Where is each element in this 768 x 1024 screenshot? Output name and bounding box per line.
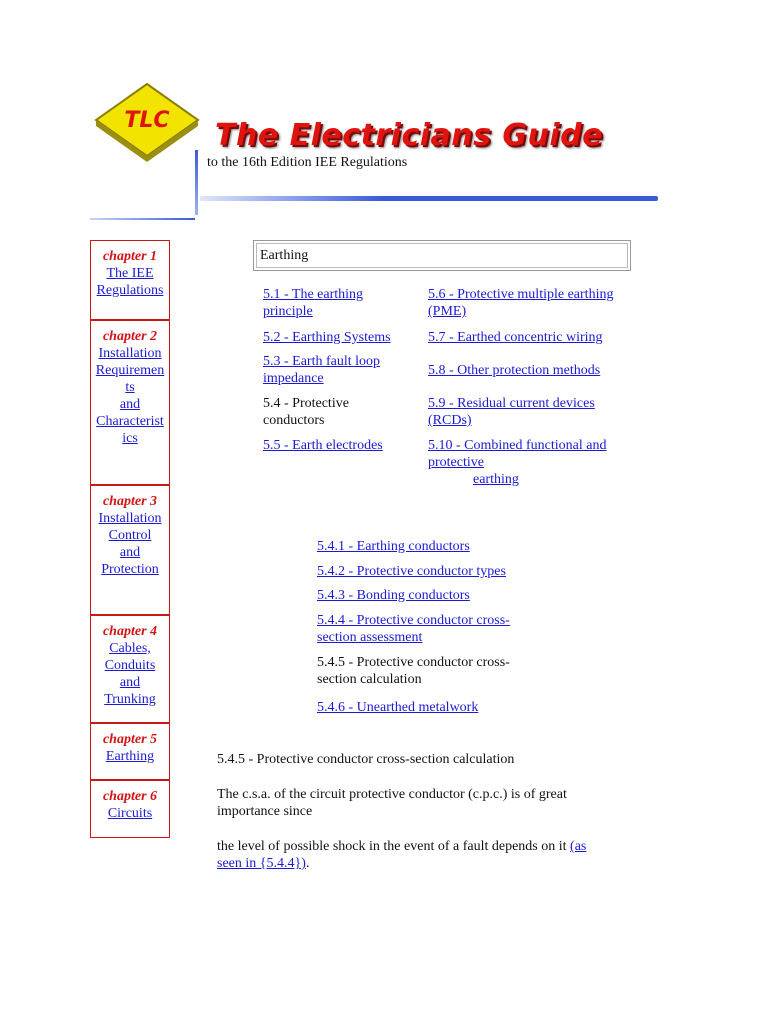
subsection-5-4-1-link[interactable]: 5.4.1 - Earthing conductors [317, 539, 470, 554]
subsection-5-4-4-link[interactable]: 5.4.4 - Protective conductor cross- section assessment [317, 613, 510, 645]
content-paragraph-2: the level of possible shock in the event of a fault depends on it (as seen in {5.4.4}). [217, 839, 587, 871]
sidebar-item-chapter-1 [90, 240, 170, 320]
section-5-10-link[interactable]: 5.10 - Combined functional and protective earthing [428, 438, 607, 487]
cross-reference-link[interactable]: (as [570, 839, 587, 854]
chapter-5-link[interactable]: Earthing [105, 749, 155, 764]
page-title: The Electricians Guide [215, 118, 603, 153]
subsection-5-4-2-link[interactable]: 5.4.2 - Protective conductor types [317, 564, 506, 579]
chapter-label: chapter 4 [102, 624, 158, 639]
chapter-label: chapter 6 [102, 789, 158, 804]
section-5-3-link[interactable]: 5.3 - Earth fault loop impedance [263, 354, 381, 386]
section-title: Earthing [256, 243, 628, 268]
chapter-label: chapter 3 [102, 494, 158, 509]
header-vertical-rule [195, 150, 198, 215]
section-5-6-link[interactable]: 5.6 - Protective multiple earthing (PME) [428, 287, 614, 319]
sidebar-item-chapter-3 [90, 485, 170, 615]
logo-text: TLC [124, 108, 170, 133]
sidebar-item-chapter-4 [90, 615, 170, 723]
chapter-4-link[interactable]: Cables, Conduits and Trunking [104, 641, 156, 707]
subsection-5-4-6-link[interactable]: 5.4.6 - Unearthed metalwork [317, 700, 479, 715]
chapter-3-link[interactable]: Installation Control and Protection [98, 511, 162, 577]
chapter-label: chapter 1 [102, 249, 158, 264]
sidebar-item-chapter-5 [90, 723, 170, 780]
section-5-8-link[interactable]: 5.8 - Other protection methods [428, 363, 601, 378]
header-rule [200, 196, 658, 201]
chapter-2-link[interactable]: Installation Requiremen ts and Characterist ics [95, 346, 165, 446]
section-5-2-link[interactable]: 5.2 - Earthing Systems [263, 330, 391, 345]
section-5-4-current: 5.4 - Protective conductors [263, 396, 349, 428]
content-heading: 5.4.5 - Protective conductor cross-section calculation [217, 752, 515, 767]
sidebar-item-chapter-2 [90, 320, 170, 485]
chapter-6-link[interactable]: Circuits [107, 806, 153, 821]
subsection-5-4-5-current: 5.4.5 - Protective conductor cross- section calculation [317, 655, 510, 687]
chapter-label: chapter 5 [102, 732, 158, 747]
section-5-1-link[interactable]: 5.1 - The earthing principle [263, 287, 364, 319]
cross-reference-link-cont[interactable]: seen in {5.4.4}) [217, 856, 306, 871]
content-paragraph-1: The c.s.a. of the circuit protective conductor (c.p.c.) is of great importance since [217, 787, 567, 819]
sidebar-item-chapter-6 [90, 780, 170, 838]
page-subtitle: to the 16th Edition IEE Regulations [207, 155, 408, 170]
chapter-1-link[interactable]: The IEE Regulations [96, 266, 164, 298]
section-5-5-link[interactable]: 5.5 - Earth electrodes [263, 438, 383, 453]
section-5-9-link[interactable]: 5.9 - Residual current devices (RCDs) [428, 396, 595, 428]
sidebar-rule [90, 218, 195, 220]
subsection-5-4-3-link[interactable]: 5.4.3 - Bonding conductors [317, 588, 470, 603]
section-title-box [253, 240, 631, 271]
section-5-7-link[interactable]: 5.7 - Earthed concentric wiring [428, 330, 603, 345]
tlc-logo [92, 80, 202, 170]
chapter-label: chapter 2 [102, 329, 158, 344]
